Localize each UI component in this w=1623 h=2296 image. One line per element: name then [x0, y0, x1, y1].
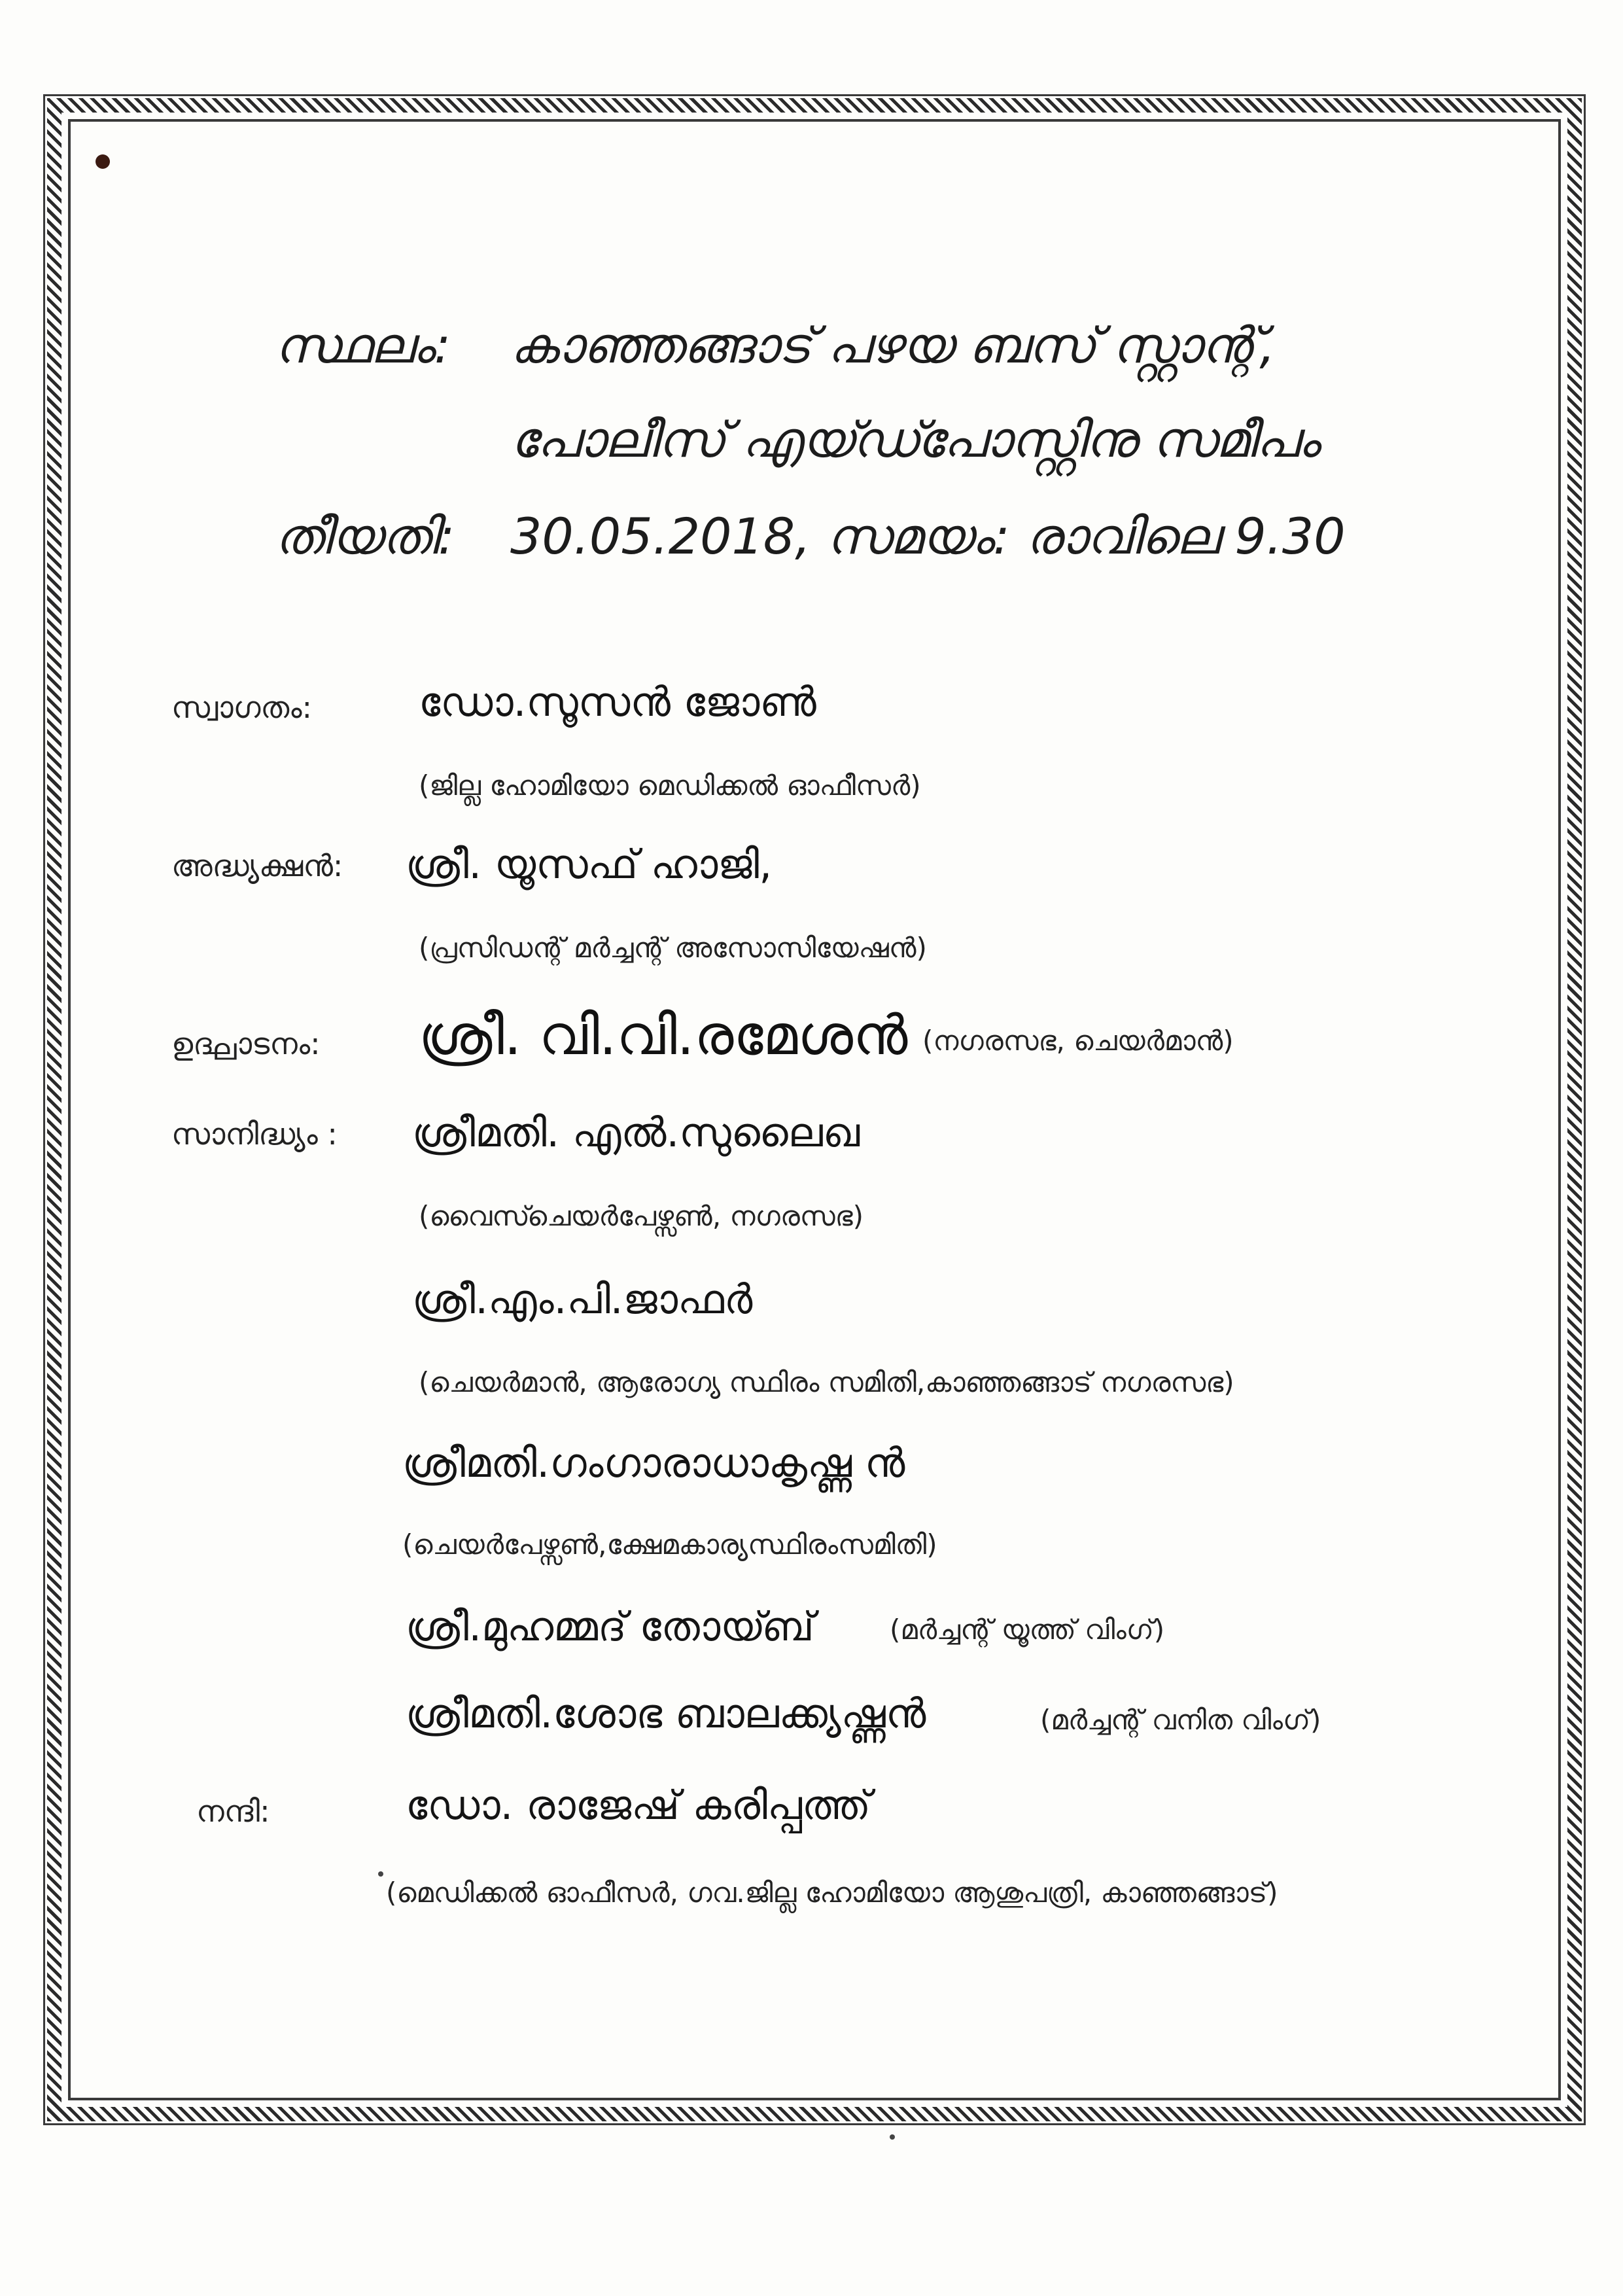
thanks-role: (മെഡിക്കൽ ഓഫീസർ, ഗവ.ജില്ല ഹോമിയോ ആശുപത്രി, കാഞ്ഞങ്ങാട്) [386, 1877, 1278, 1909]
stray-mark [378, 1871, 383, 1877]
presence-role-5: (മർച്ചന്റ് വനിത വിംഗ്) [1040, 1704, 1321, 1736]
presidency-name: ശ്രീ. യൂസഫ് ഹാജി, [406, 840, 773, 888]
place-label: സ്ഥലം: [275, 316, 451, 374]
presence-role-3: (ചെയർപേഴ്സൺ,ക്ഷേമകാര്യസ്ഥിരംസമിതി) [402, 1528, 937, 1561]
ink-spot [96, 154, 110, 169]
stray-mark [890, 2134, 895, 2140]
welcome-name: ഡോ.സൂസൻ ജോൺ [419, 678, 817, 726]
date-value: 30.05.2018, സമയം: രാവിലെ 9.30 [510, 507, 1346, 565]
presence-name-2: ശ്രീ.എം.പി.ജാഫർ [412, 1275, 753, 1323]
welcome-label: സ്വാഗതം: [171, 690, 313, 725]
presence-role-1: (വൈസ്ചെയർപേഴ്സൺ, നഗരസഭ) [419, 1200, 864, 1232]
date-label: തീയതി: [275, 507, 455, 565]
presidency-role: (പ്രസിഡന്റ് മർച്ചന്റ് അസോസിയേഷൻ) [419, 932, 927, 964]
presence-name-4: ശ്രീ.മുഹമ്മദ് തോയ്ബ് [406, 1602, 814, 1650]
presence-name-1: ശ്രീമതി. എൽ.സുലൈഖ [412, 1108, 860, 1156]
inauguration-role: (നഗരസഭ, ചെയർമാൻ) [922, 1025, 1234, 1057]
presidency-label: അദ്ധ്യക്ഷൻ: [171, 848, 343, 883]
welcome-role: (ജില്ല ഹോമിയോ മെഡിക്കൽ ഓഫീസർ) [419, 769, 921, 802]
presence-role-4: (മർച്ചന്റ് യൂത്ത് വിംഗ്) [890, 1614, 1165, 1646]
presence-name-3: ശ്രീമതി.ഗംഗാരാധാകൃഷ്ണ ൻ [402, 1439, 905, 1487]
thanks-label: നന്ദി: [196, 1793, 270, 1829]
thanks-name: ഡോ. രാജേഷ് കരിപ്പത്ത് [406, 1781, 871, 1829]
inauguration-name: ശ്രീ. വി.വി.രമേശൻ [419, 1003, 908, 1067]
inauguration-label: ഉദ്ഘാടനം: [171, 1026, 321, 1061]
presence-name-5: ശ്രീമതി.ശോഭ ബാലക്ക്യഷ്ണൻ [406, 1689, 926, 1737]
place-line-1: കാഞ്ഞങ്ങാട് പഴയ ബസ് സ്റ്റാന്റ്, [510, 316, 1276, 374]
presence-role-2: (ചെയർമാൻ, ആരോഗ്യ സ്ഥിരം സമിതി,കാഞ്ഞങ്ങാട് നഗരസഭ) [419, 1366, 1234, 1398]
place-line-2: പോലീസ് എയ്ഡ്പോസ്റ്റിനു സമീപം [510, 410, 1319, 468]
presence-label: സാനിദ്ധ്യം : [171, 1116, 338, 1152]
